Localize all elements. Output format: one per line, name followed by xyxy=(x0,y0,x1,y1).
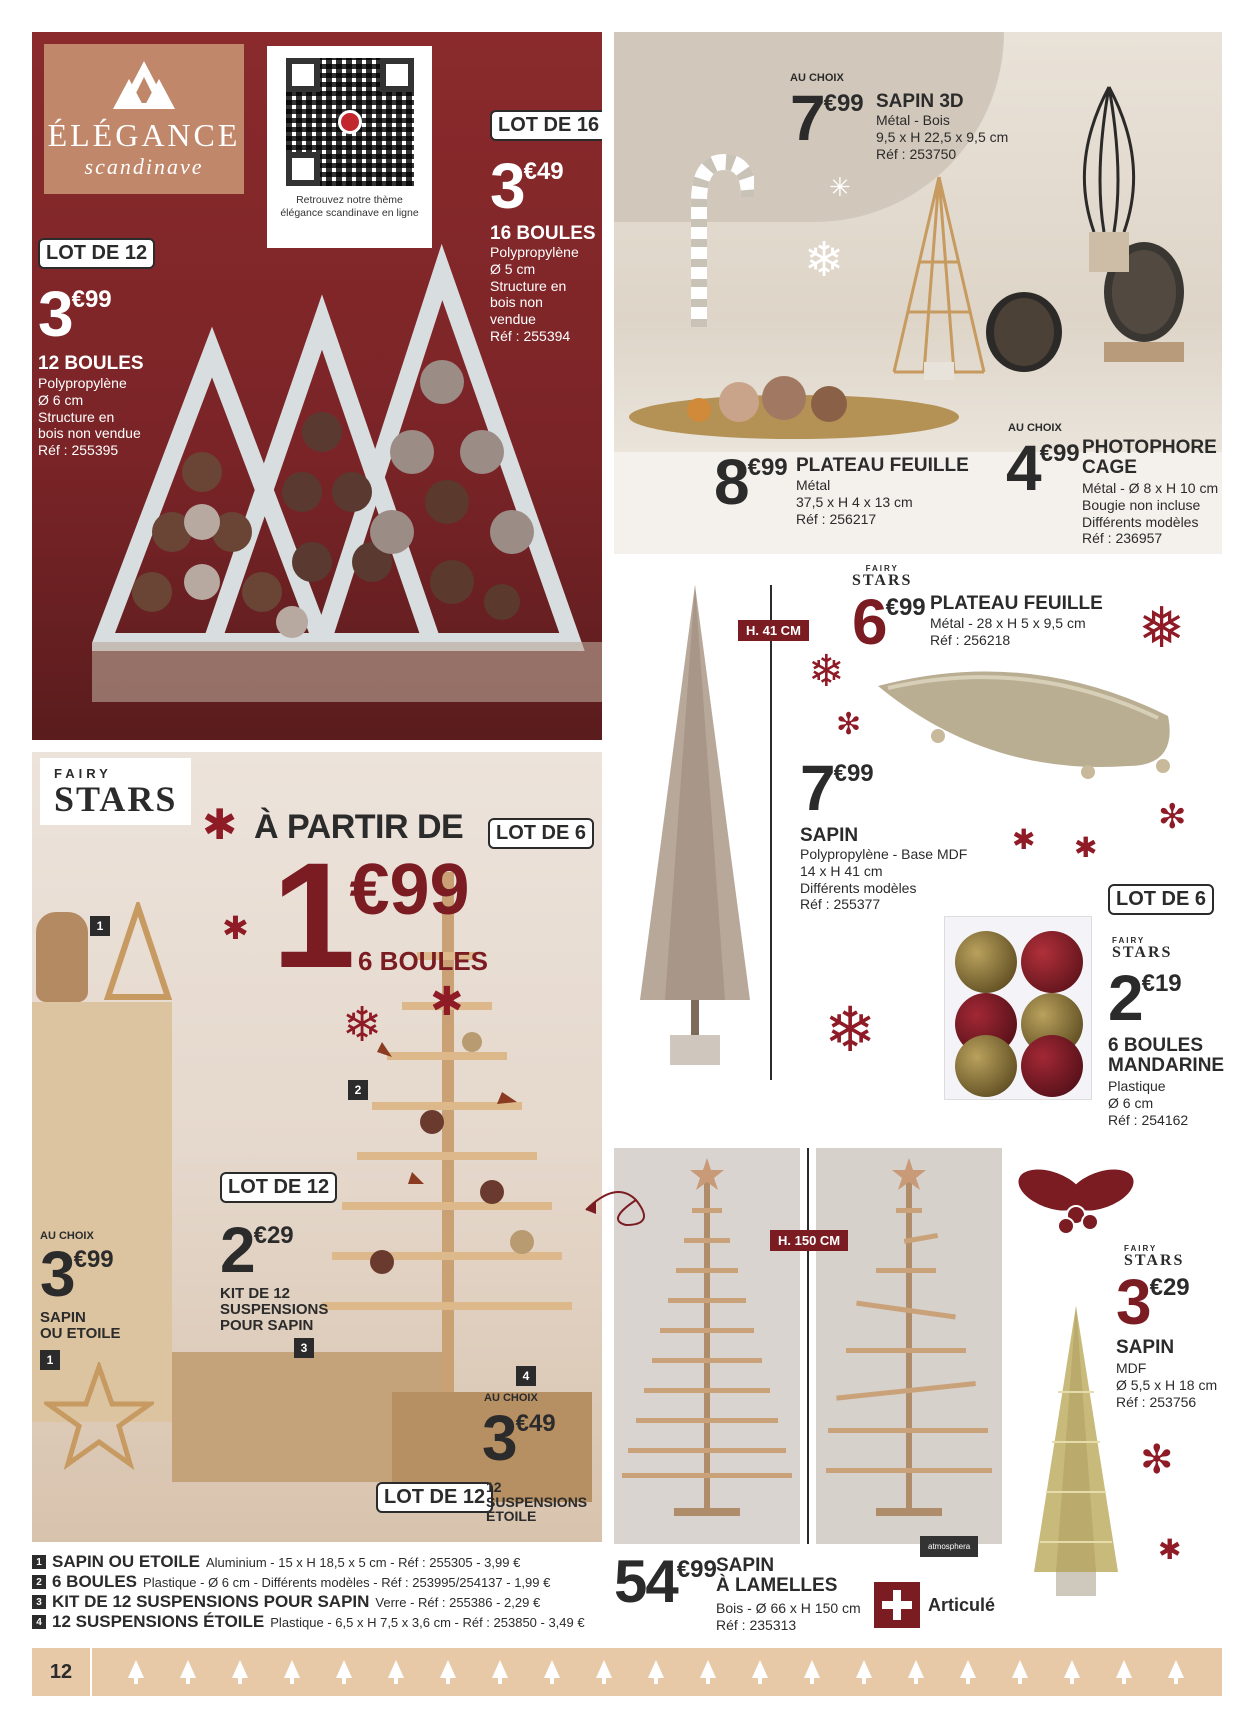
tree-icon xyxy=(596,1660,612,1684)
tree-icon xyxy=(128,1660,144,1684)
brand-small: FAIRY xyxy=(54,766,112,781)
tree-logo-icon xyxy=(109,59,179,113)
number-badge: 4 xyxy=(516,1366,536,1386)
product-title: SAPIN xyxy=(1116,1337,1175,1358)
desc-line: Bougie non incluse xyxy=(1082,496,1201,513)
title-line: OU ETOILE xyxy=(40,1324,121,1342)
price-int: 3 xyxy=(40,1238,74,1310)
product-title: SAPIN 3D xyxy=(876,91,964,112)
price-int: 3 xyxy=(482,1402,516,1474)
tree-icon xyxy=(804,1660,820,1684)
desc-line: Réf : 256217 xyxy=(796,510,877,527)
desc-line: Réf : 255377 xyxy=(800,896,881,913)
tree-icon xyxy=(752,1660,768,1684)
snowflake-icon: ✱ xyxy=(222,910,249,946)
elegance-panel xyxy=(32,32,602,740)
desc-line: Réf : 256218 xyxy=(930,631,1011,648)
desc-line: Réf : 236957 xyxy=(1082,530,1163,547)
desc-line: Ø 6 cm xyxy=(38,391,84,408)
snowflake-icon: ✱ xyxy=(202,801,238,848)
number-badge: 3 xyxy=(294,1338,314,1358)
price-dec: €49 xyxy=(515,1410,556,1437)
price-dec: €99 xyxy=(676,1556,717,1583)
articule-badge xyxy=(874,1582,995,1628)
legend-detail: Plastique - Ø 6 cm - Différents modèles - Réf : 253995/254137 - 1,99 € xyxy=(143,1574,551,1590)
price-dec: €99 xyxy=(73,1246,114,1273)
number-badge: 1 xyxy=(32,1555,46,1569)
number-badge: 4 xyxy=(32,1615,46,1629)
legend-row xyxy=(32,1572,602,1592)
wire-sculpture-image xyxy=(1064,82,1154,282)
desc-line: Réf : 235313 xyxy=(716,1616,797,1633)
snowflake-icon: ✱ xyxy=(1074,832,1098,863)
brand-line1: ÉLÉGANCE xyxy=(47,116,241,153)
curved-arrow-icon xyxy=(576,1180,666,1240)
tree-icon xyxy=(232,1660,248,1684)
tree-scene-panel xyxy=(32,752,602,1542)
snowflake-icon: ❄ xyxy=(342,999,383,1052)
title-line: ÉTOILE xyxy=(486,1508,537,1525)
snowflake-icon: ✱ xyxy=(430,980,464,1024)
desc-line: Métal - 28 x H 5 x 9,5 cm xyxy=(930,615,1086,631)
price-dec: €29 xyxy=(253,1222,294,1249)
title-line: CAGE xyxy=(1082,456,1137,478)
qr-caption: Retrouvez notre thème élégance scandinave en ligne xyxy=(280,194,419,220)
desc-line: Réf : 254162 xyxy=(1108,1111,1189,1128)
product-title xyxy=(486,1480,602,1524)
price-int: 7 xyxy=(800,752,834,824)
lamelles-photo-2 xyxy=(816,1148,1002,1551)
product-desc xyxy=(796,477,913,527)
desc-line: Métal xyxy=(796,477,831,493)
snowflake-icon: ✻ xyxy=(1158,798,1187,836)
tree-icon xyxy=(492,1660,508,1684)
tree-icon xyxy=(1012,1660,1028,1684)
choice-label: AU CHOIX xyxy=(484,1392,538,1404)
snowflake-icon: ✱ xyxy=(1158,1534,1182,1565)
product-title xyxy=(220,1286,328,1333)
gold-tree-image xyxy=(1026,1302,1126,1602)
legend-title: 12 SUSPENSIONS ÉTOILE xyxy=(52,1612,265,1631)
height-arrow xyxy=(807,1148,809,1544)
title-line: SAPIN xyxy=(40,1309,86,1326)
desc-line: Métal - Bois xyxy=(876,112,950,128)
number-badge: 1 xyxy=(90,916,110,936)
price-dec: €99 xyxy=(1039,440,1080,467)
price xyxy=(852,586,926,658)
brand-big: STARS xyxy=(54,779,178,819)
desc-line: Réf : 255395 xyxy=(38,442,119,459)
product-title xyxy=(716,1556,837,1596)
lot-badge: LOT DE 6 xyxy=(488,818,594,849)
brand-big: STARS xyxy=(852,572,913,589)
cross-icon xyxy=(874,1582,920,1628)
desc-line: Réf : 253756 xyxy=(1116,1393,1197,1410)
desc-line: 37,5 x H 4 x 13 cm xyxy=(796,493,913,510)
title-line: PHOTOPHORE xyxy=(1082,437,1217,458)
product-desc xyxy=(876,112,1008,162)
title-line: 6 BOULES xyxy=(1108,1035,1204,1056)
price-dec: €99 xyxy=(349,850,470,930)
snowflake-icon: ✱ xyxy=(1012,824,1036,855)
number-badge: 3 xyxy=(32,1595,46,1609)
price-dec: €19 xyxy=(1141,970,1182,997)
lot-badge: LOT DE 12 xyxy=(38,238,155,269)
height-tag: H. 150 CM xyxy=(770,1230,848,1251)
lot-badge: LOT DE 12 xyxy=(376,1482,493,1513)
brand-small: FAIRY xyxy=(1112,936,1146,945)
desc-line: Réf : 255394 xyxy=(490,327,571,344)
price-int: 1 xyxy=(272,831,350,999)
tree-icon xyxy=(648,1660,664,1684)
price-dec: €99 xyxy=(885,594,926,621)
choice-label: AU CHOIX xyxy=(790,72,844,84)
desc-line: Ø 5,5 x H 18 cm xyxy=(1116,1376,1218,1393)
price xyxy=(800,752,874,824)
number-badge: 2 xyxy=(32,1575,46,1589)
tree-icon xyxy=(1168,1660,1184,1684)
price xyxy=(1006,432,1080,504)
product-desc xyxy=(1116,1360,1217,1410)
tree-icon xyxy=(388,1660,404,1684)
snowflake-icon: ✻ xyxy=(1140,1438,1174,1482)
price-dec: €99 xyxy=(833,760,874,787)
snowflake-icon: ❄ xyxy=(804,234,845,287)
title-line: SAPIN xyxy=(716,1555,775,1576)
choice-label: AU CHOIX xyxy=(1008,422,1062,434)
brand-tag: atmosphera xyxy=(920,1536,978,1557)
price-int: 2 xyxy=(1108,962,1142,1034)
desc-line: Structure en xyxy=(490,277,567,294)
lot-badge: LOT DE 16 xyxy=(490,110,602,141)
title-line: POUR SAPIN xyxy=(220,1316,314,1334)
tree-icon xyxy=(440,1660,456,1684)
product-desc xyxy=(930,615,1086,649)
product-desc xyxy=(716,1600,861,1634)
price-dec: €49 xyxy=(523,158,564,185)
price xyxy=(40,1238,114,1310)
bottle-brush-tree-image xyxy=(625,580,765,1090)
title-line: MANDARINE xyxy=(1108,1054,1225,1076)
price xyxy=(714,446,788,518)
price xyxy=(1108,962,1182,1034)
height-arrow xyxy=(770,585,772,1080)
price-int: 7 xyxy=(790,82,824,154)
desc-line: Réf : 253750 xyxy=(876,145,957,162)
brand-big: STARS xyxy=(1112,944,1173,961)
product-legend xyxy=(32,1552,602,1632)
title-line: KIT DE 12 xyxy=(220,1285,291,1302)
desc-line: 9,5 x H 22,5 x 9,5 cm xyxy=(876,128,1009,145)
price-int: 6 xyxy=(852,586,886,658)
product-title: 12 BOULES xyxy=(38,353,144,374)
ornament-box-image xyxy=(944,916,1092,1100)
product-title: 16 BOULES xyxy=(490,223,596,244)
price-dec: €99 xyxy=(747,454,788,481)
holly-icon xyxy=(1016,1160,1136,1240)
price-int: 3 xyxy=(38,278,72,350)
title-line: SUSPENSIONS xyxy=(220,1300,329,1318)
product-title: PLATEAU FEUILLE xyxy=(796,455,969,476)
desc-line: vendue xyxy=(490,311,536,328)
price xyxy=(614,1548,717,1615)
legend-title: KIT DE 12 SUSPENSIONS POUR SAPIN xyxy=(52,1592,370,1611)
choice-label: AU CHOIX xyxy=(40,1230,94,1242)
elegance-logo xyxy=(44,44,244,194)
number-badge: 2 xyxy=(348,1080,368,1100)
tree-icon xyxy=(908,1660,924,1684)
product-title: SAPIN xyxy=(800,825,859,846)
product-title xyxy=(40,1310,121,1342)
desc-line: Polypropylène xyxy=(38,375,127,391)
price-dec: €99 xyxy=(71,286,112,313)
footer-band xyxy=(32,1648,1222,1696)
snowflake-icon: ❅ xyxy=(1138,596,1185,659)
legend-title: 6 BOULES xyxy=(52,1572,138,1591)
lot-badge: LOT DE 12 xyxy=(220,1172,337,1203)
desc-line: Bois - Ø 66 x H 150 cm xyxy=(716,1600,861,1616)
price xyxy=(790,82,864,154)
legend-detail: Verre - Réf : 255386 - 2,29 € xyxy=(375,1594,541,1610)
price-dec: €29 xyxy=(1149,1274,1190,1301)
product-title xyxy=(1108,1036,1224,1076)
snowflake-icon: ❄ xyxy=(824,996,876,1065)
product-desc xyxy=(1108,1078,1188,1128)
price-int: 54 xyxy=(614,1548,677,1615)
tree-icon xyxy=(1064,1660,1080,1684)
price-int: 3 xyxy=(1116,1266,1150,1338)
desc-line: Ø 5 cm xyxy=(490,260,536,277)
price xyxy=(482,1402,556,1474)
tree-icon xyxy=(544,1660,560,1684)
snowflake-icon: ❄ xyxy=(808,647,845,696)
title-line: 12 SUSPENSIONS xyxy=(486,1479,588,1510)
tree-icon xyxy=(1116,1660,1132,1684)
price-int: 4 xyxy=(1006,432,1040,504)
table-scene-panel xyxy=(614,32,1222,554)
price-int: 3 xyxy=(490,150,524,222)
fairy-stars-logo xyxy=(1112,936,1172,961)
leaf-tray-image xyxy=(868,656,1188,786)
legend-title: SAPIN OU ETOILE xyxy=(52,1552,200,1571)
desc-line: Métal - Ø 8 x H 10 cm xyxy=(1082,480,1219,496)
tree-icon xyxy=(960,1660,976,1684)
brand-small: FAIRY xyxy=(1124,1244,1158,1253)
desc-line: bois non xyxy=(490,294,543,311)
brand-small: FAIRY xyxy=(865,564,899,573)
vase xyxy=(36,912,88,1002)
desc-line: 14 x H 41 cm xyxy=(800,862,883,879)
price xyxy=(220,1214,294,1286)
star-decor-image xyxy=(44,1362,154,1472)
snowflake-icon: ✳ xyxy=(829,172,851,202)
snowflake-icon: ✻ xyxy=(836,708,862,741)
desc-line: bois non vendue xyxy=(38,425,141,442)
legend-row xyxy=(32,1552,602,1572)
brand-big: STARS xyxy=(1124,1252,1185,1269)
height-tag: H. 41 CM xyxy=(738,620,809,641)
desc-line: Ø 6 cm xyxy=(1108,1094,1154,1111)
product-desc xyxy=(1082,480,1218,547)
tree-icon xyxy=(700,1660,716,1684)
product-title: PLATEAU FEUILLE xyxy=(930,593,1103,614)
tree-icon xyxy=(856,1660,872,1684)
tree-icon xyxy=(284,1660,300,1684)
number-badge: 1 xyxy=(40,1350,60,1370)
title-line: À LAMELLES xyxy=(716,1574,838,1596)
desc-line: Polypropylène xyxy=(490,244,579,260)
desc-line: Différents modèles xyxy=(1082,513,1199,530)
tree-icon xyxy=(180,1660,196,1684)
fairy-stars-logo xyxy=(40,758,191,825)
desc-line: Différents modèles xyxy=(800,879,917,896)
desc-line: Structure en xyxy=(38,408,115,425)
page-number: 12 xyxy=(32,1648,92,1696)
qr-block[interactable] xyxy=(267,46,432,248)
product-title: 6 BOULES xyxy=(358,946,489,976)
price-dec: €99 xyxy=(823,90,864,117)
price-int: 2 xyxy=(220,1214,254,1286)
brand-line2: scandinave xyxy=(84,153,204,179)
desc-line: MDF xyxy=(1116,1360,1147,1376)
from-label: À PARTIR DE xyxy=(254,808,464,846)
slat-tree-twisted-image xyxy=(816,1148,1002,1544)
candy-cane-icon xyxy=(674,142,754,332)
price-int: 8 xyxy=(714,446,748,518)
desc-line: Polypropylène - Base MDF xyxy=(800,846,968,862)
desc-line: Plastique xyxy=(1108,1078,1166,1094)
qr-code[interactable] xyxy=(286,58,414,186)
tree-icon xyxy=(336,1660,352,1684)
product-desc xyxy=(800,846,967,913)
price xyxy=(490,150,564,222)
legend-row xyxy=(32,1612,602,1632)
price xyxy=(1116,1266,1190,1338)
articule-label: Articulé xyxy=(928,1594,996,1615)
triangle-frames-image xyxy=(92,232,602,732)
legend-row xyxy=(32,1592,602,1612)
legend-detail: Aluminium - 15 x H 18,5 x 5 cm - Réf : 255305 - 3,99 € xyxy=(206,1554,521,1570)
legend-detail: Plastique - 6,5 x H 7,5 x 3,6 cm - Réf : 253850 - 3,49 € xyxy=(270,1614,585,1630)
lot-badge: LOT DE 6 xyxy=(1108,884,1214,915)
product-title xyxy=(1082,438,1217,478)
wooden-tree-decor-image xyxy=(98,902,178,1002)
